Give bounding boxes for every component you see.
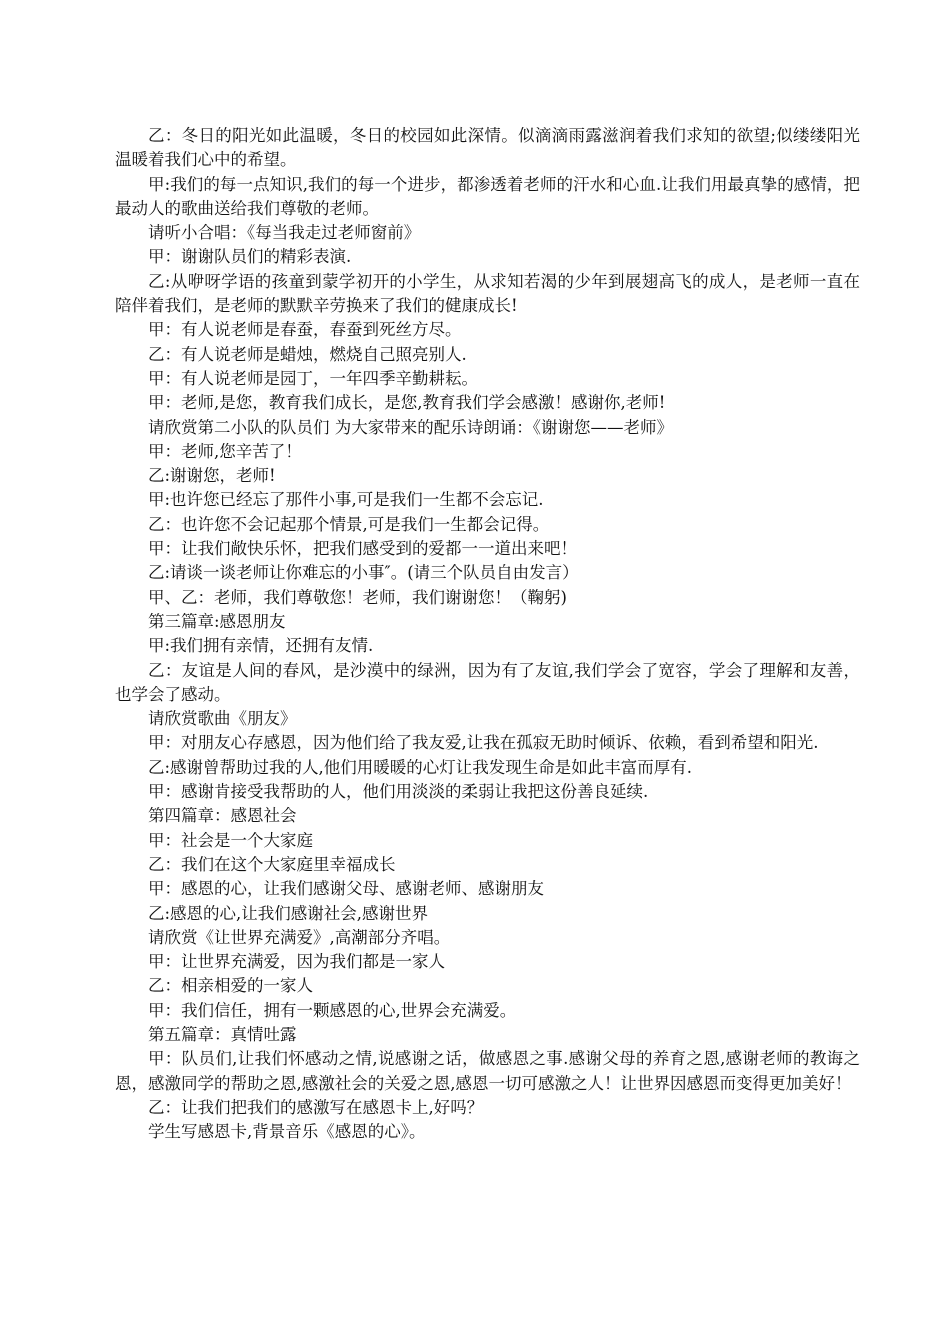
paragraph: 甲：有人说老师是园丁，一年四季辛勤耕耘。 (148, 368, 478, 388)
paragraph: 甲：对朋友心存感恩，因为他们给了我友爱,让我在孤寂无助时倾诉、依赖，看到希望和阳光. (148, 733, 819, 753)
paragraph: 甲：感谢肯接受我帮助的人，他们用淡淡的柔弱让我把这份善良延续. (148, 782, 649, 802)
paragraph: 甲:我们的每一点知识,我们的每一个进步，都渗透着老师的汗水和心血.让我们用最真挚的感情，把最动人的歌曲送给我们尊敬的老师。 (115, 174, 860, 218)
document-body (115, 124, 860, 1144)
paragraph: 甲：谢谢队员们的精彩表演. (148, 247, 352, 267)
paragraph: 甲：老师,是您，教育我们成长，是您,教育我们学会感激！感谢你,老师! (148, 393, 666, 413)
section-heading: 第四篇章：感恩社会 (148, 806, 297, 826)
paragraph: 乙：也许您不会记起那个情景,可是我们一生都会记得。 (148, 514, 550, 534)
paragraph: 乙：我们在这个大家庭里幸福成长 (148, 854, 396, 874)
paragraph: 请听小合唱：《每当我走过老师窗前》 (148, 223, 421, 243)
paragraph: 乙:请谈一谈老师让你难忘的小事″。(请三个队员自由发言） (148, 563, 579, 583)
paragraph: 乙:谢谢您，老师! (148, 466, 276, 486)
section-heading: 第三篇章:感恩朋友 (148, 611, 286, 631)
paragraph: 乙:感恩的心,让我们感谢社会,感谢世界 (148, 903, 429, 923)
paragraph: 乙：有人说老师是蜡烛，燃烧自己照亮别人. (148, 344, 467, 364)
paragraph: 甲：社会是一个大家庭 (148, 830, 313, 850)
section-heading: 第五篇章：真情吐露 (148, 1024, 297, 1044)
paragraph: 甲：我们信任，拥有一颗感恩的心,世界会充满爱。 (148, 1000, 517, 1020)
paragraph: 乙:从咿呀学语的孩童到蒙学初开的小学生，从求知若渴的少年到展翅高飞的成人，是老师一直在陪伴着我们，是老师的默默辛劳换来了我们的健康成长! (115, 271, 860, 316)
paragraph: 乙:感谢曾帮助过我的人,他们用暖暖的心灯让我发现生命是如此丰富而厚有. (148, 757, 693, 777)
paragraph: 乙：友谊是人间的春风，是沙漠中的绿洲，因为有了友谊,我们学会了宽容，学会了理解和友善，也学会了感动。 (115, 660, 860, 704)
paragraph: 乙：让我们把我们的感激写在感恩卡上,好吗？ (148, 1097, 484, 1117)
paragraph: 甲、乙：老师，我们尊敬您！老师，我们谢谢您！（鞠躬) (148, 587, 567, 607)
paragraph: 甲：让世界充满爱，因为我们都是一家人 (148, 952, 445, 972)
paragraph: 甲:也许您已经忘了那件小事,可是我们一生都不会忘记. (148, 490, 544, 510)
paragraph: 甲:我们拥有亲情，还拥有友情. (148, 636, 374, 656)
paragraph: 乙：冬日的阳光如此温暖，冬日的校园如此深情。似滴滴雨露滋润着我们求知的欲望;似缕缕阳光温暖着我们心中的希望。 (115, 126, 860, 170)
paragraph: 甲：队员们,让我们怀感动之情,说感谢之话，做感恩之事.感谢父母的养育之恩,感谢老师的教诲之恩，感激同学的帮助之恩,感激社会的关爱之恩,感恩一切可感激之人！让世界因感恩而变得更加美好！ (115, 1049, 860, 1093)
paragraph: 请欣赏《让世界充满爱》,高潮部分齐唱。 (148, 927, 451, 947)
paragraph: 甲：老师,您辛苦了！ (148, 441, 302, 461)
paragraph: 学生写感恩卡,背景音乐《感恩的心》。 (148, 1122, 426, 1142)
paragraph: 请欣赏第二小队的队员们 为大家带来的配乐诗朗诵：《谢谢您——老师》 (148, 417, 673, 437)
paragraph: 甲：让我们敞快乐怀，把我们感受到的爱都一一道出来吧！ (148, 539, 577, 559)
paragraph: 请欣赏歌曲《朋友》 (148, 709, 297, 729)
paragraph: 乙：相亲相爱的一家人 (148, 976, 313, 996)
paragraph: 甲：有人说老师是春蚕，春蚕到死丝方尽。 (148, 320, 462, 340)
paragraph: 甲：感恩的心，让我们感谢父母、感谢老师、感谢朋友 (148, 879, 544, 899)
